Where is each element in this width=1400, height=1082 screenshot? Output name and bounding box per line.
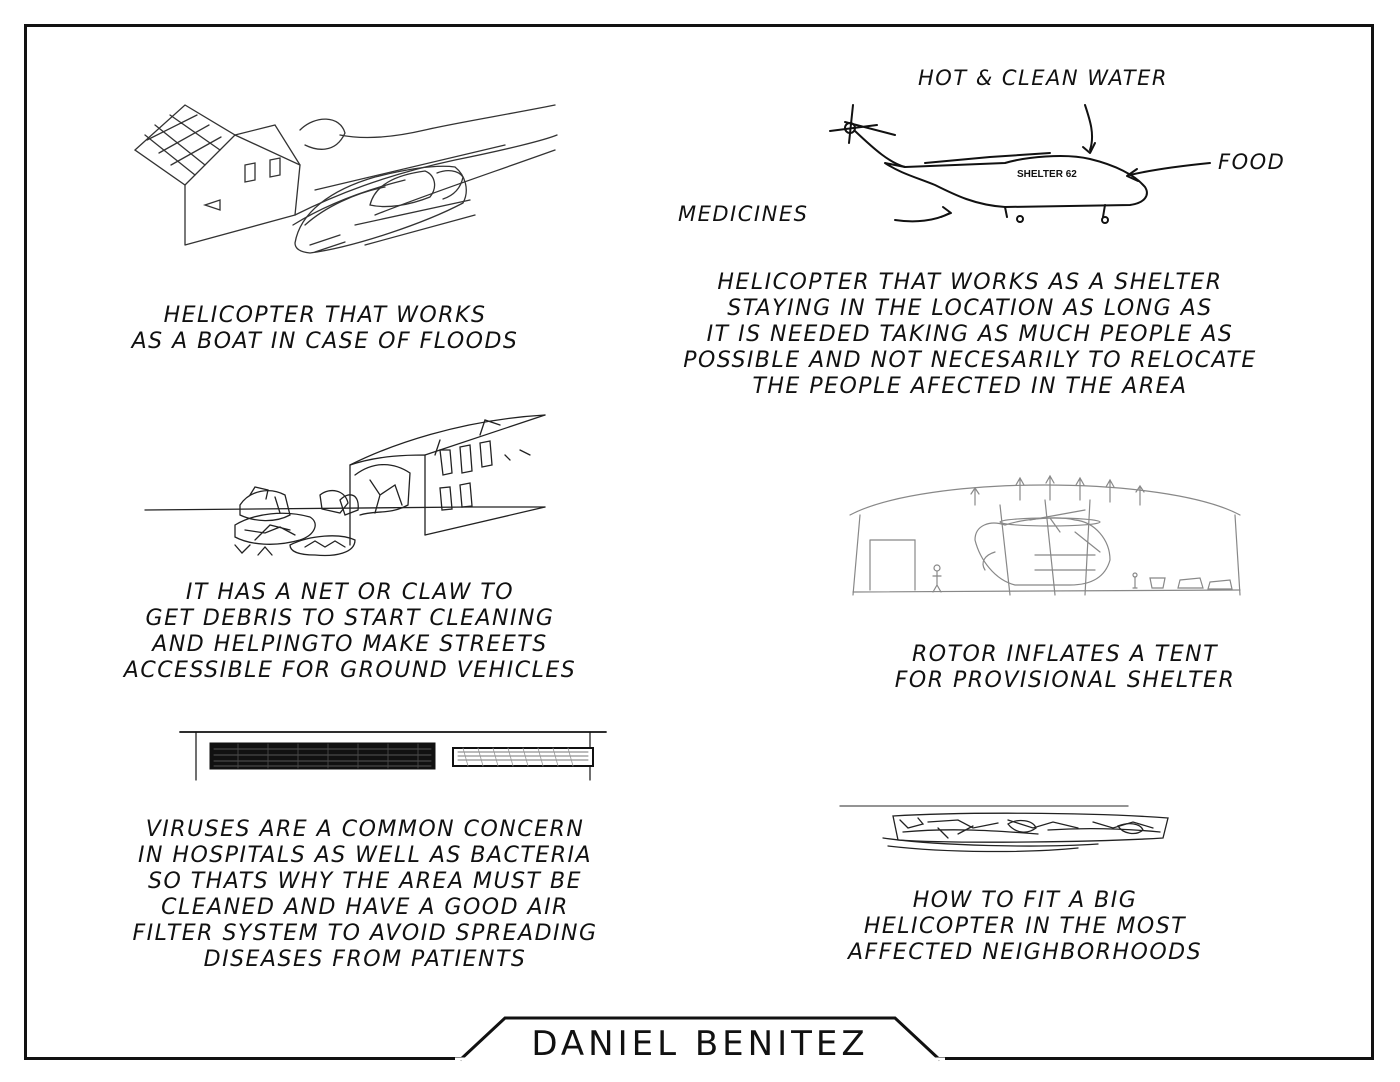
tent-caption [855,642,1275,694]
debris-caption-line: GET DEBRIS TO START CLEANING [145,606,555,631]
shelter-fuselage-text: SHELTER 62 [1017,169,1077,180]
callout-medicines: MEDICINES [678,202,809,226]
fit-caption-line: HOW TO FIT A BIG [912,888,1138,913]
air-filter-sketch-icon [178,728,608,783]
filter-caption-line: VIRUSES ARE A COMMON CONCERN [145,817,585,842]
callout-hot-clean-water: HOT & CLEAN WATER [918,66,1168,90]
shelter-caption-line: THE PEOPLE AFECTED IN THE AREA [752,374,1188,399]
fit-caption-line: AFFECTED NEIGHBORHOODS [847,940,1203,965]
tent-caption-line: ROTOR INFLATES A TENT [911,642,1219,667]
inflatable-tent-sketch-icon [845,460,1245,600]
shelter-caption-line: POSSIBLE AND NOT NECESARILY TO RELOCATE [683,348,1257,373]
fit-caption [805,888,1245,966]
compact-helicopter-sketch-icon [838,798,1178,858]
debris-caption-line: ACCESSIBLE FOR GROUND VEHICLES [123,658,577,683]
fit-caption-line: HELICOPTER IN THE MOST [863,914,1187,939]
callout-food: FOOD [1218,150,1286,174]
author-name: DANIEL BENITEZ [531,1024,869,1064]
shelter-helicopter-icon [805,95,1225,230]
shelter-caption-line: HELICOPTER THAT WORKS AS A SHELTER [717,270,1223,295]
filter-caption-line: SO THATS WHY THE AREA MUST BE [148,869,582,894]
debris-building-sketch-icon [140,395,550,570]
debris-caption-line: IT HAS A NET OR CLAW TO [185,580,515,605]
shelter-caption-line: STAYING IN THE LOCATION AS LONG AS [727,296,1213,321]
boat-caption-line: AS A BOAT IN CASE OF FLOODS [131,329,519,354]
debris-caption [65,580,635,684]
shelter-caption [620,270,1320,400]
filter-caption-line: DISEASES FROM PATIENTS [203,947,527,972]
flood-boat-sketch-icon [125,95,565,265]
shelter-caption-line: IT IS NEEDED TAKING AS MUCH PEOPLE AS [706,322,1234,347]
filter-caption-line: CLEANED AND HAVE A GOOD AIR [161,895,569,920]
filter-caption [60,817,670,973]
boat-caption-line: HELICOPTER THAT WORKS [163,303,487,328]
boat-caption [70,303,580,355]
filter-caption-line: FILTER SYSTEM TO AVOID SPREADING [132,921,598,946]
tent-caption-line: FOR PROVISIONAL SHELTER [894,668,1236,693]
filter-caption-line: IN HOSPITALS AS WELL AS BACTERIA [137,843,593,868]
debris-caption-line: AND HELPINGTO MAKE STREETS [152,632,548,657]
